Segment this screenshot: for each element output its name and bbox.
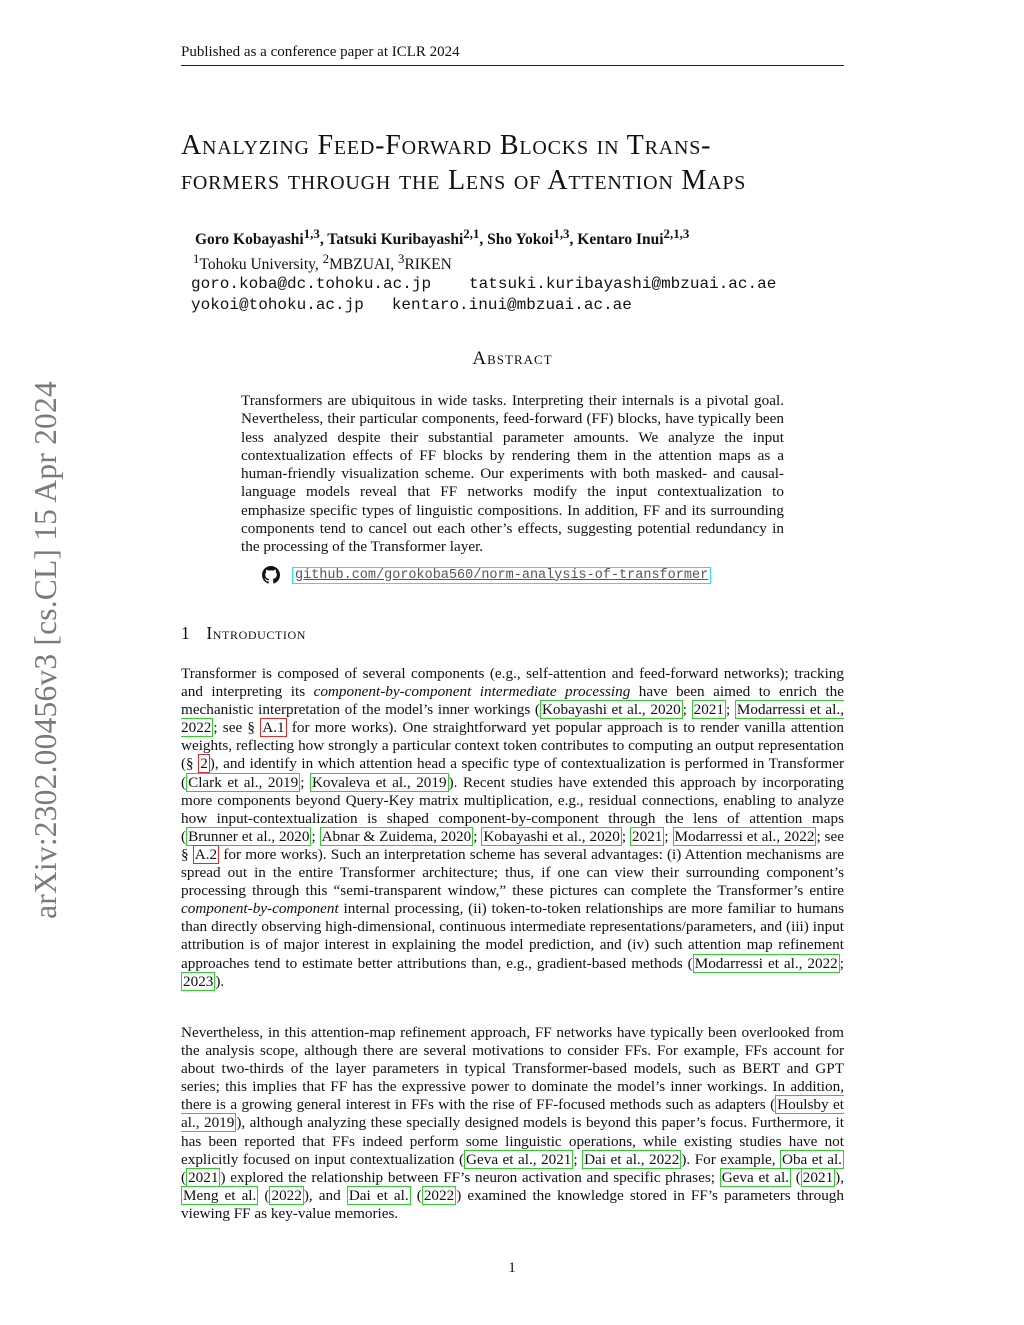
github-link[interactable]: github.com/gorokoba560/norm-analysis-of-transformer bbox=[292, 567, 711, 584]
author-affiliation-sup: 1,3 bbox=[303, 226, 320, 241]
text: ). Recent studies have extended this approach by incorporating more components beyond Query-Key matrix multiplication, e.g., residual connections, enabling to analyze how input-contextualization is shaped component-by-component through the lens of attention maps ( bbox=[181, 773, 844, 845]
author-affiliation-sup: 2,1 bbox=[463, 226, 480, 241]
text: ), bbox=[835, 1168, 845, 1186]
text: ( bbox=[181, 1168, 187, 1186]
author-name: Sho Yokoi bbox=[487, 231, 554, 249]
arxiv-stamp-text: arXiv:2302.00456v3 [cs.CL] 15 Apr 2024 bbox=[28, 381, 63, 919]
abstract-text: Transformers are ubiquitous in wide tasks. Interpreting their internals is a pivotal goal. Nevertheless, their particular components, feed-forward (FF) blocks, have typically been less analyzed despite their substantial parameter amounts. We analyze the input contextualization effects of FF blocks by rendering them in the attention maps as a human-friendly visualization scheme. Our experiments with both masked- and causal-language models reveal that FF networks modify the input contextualization to emphasize specific types of linguistic compositions. In addition, FF and its surrounding components tend to cancel out each other’s effects, suggesting potential redundancy in the processing of the Transformer layer. bbox=[241, 392, 784, 556]
citation-link[interactable]: 2021 bbox=[632, 827, 663, 845]
abstract-heading: Abstract bbox=[472, 348, 553, 369]
text: ( bbox=[258, 1186, 270, 1204]
citation-link[interactable]: Modarressi et al., 2022 bbox=[694, 954, 838, 972]
text: for more works). Such an interpretation scheme has several advantages: (i) Attention mechanisms are spread out in the entire Transformer architecture; thus, if one can view their surrounding component’s processing through this “semi-transparent window,” these pictures can complete the Transformer’s entire bbox=[181, 845, 845, 900]
citation-link[interactable]: Dai et al., 2022 bbox=[584, 1150, 680, 1168]
citation-link[interactable]: 2022 bbox=[271, 1186, 302, 1204]
email: goro.koba@dc.tohoku.ac.jp bbox=[191, 275, 432, 294]
email-row-2 bbox=[191, 295, 776, 316]
citation-link[interactable]: 2021 bbox=[802, 1168, 834, 1186]
affiliation: MBZUAI, bbox=[329, 256, 398, 274]
github-line bbox=[262, 566, 711, 584]
email: tatsuki.kuribayashi@mbzuai.ac.ae bbox=[469, 275, 777, 294]
author-name: Kentaro Inui bbox=[577, 231, 664, 249]
text: ; bbox=[682, 701, 692, 719]
text: ( bbox=[410, 1186, 422, 1204]
text: for more works). One straightforward yet popular approach is to render vanilla attention weights, reflecting how strongly a particular context token contributes to computing an output representation (§ bbox=[181, 719, 844, 773]
arxiv-stamp bbox=[24, 355, 68, 945]
affiliation: Tohoku University, bbox=[199, 256, 323, 274]
citation-link[interactable]: Houlsby et al., 2019 bbox=[181, 1096, 845, 1132]
email-row-1 bbox=[191, 274, 776, 295]
text: internal processing, (ii) token-to-token relationships are more familiar to humans than directly observing high-dimensional, continuous intermediate representations/parameters, and (iii) input attribution is of major interest in explaining the model prediction, and (iv) such attention map refinement approaches tend to estimate better attributions than, e.g., gradient-based methods ( bbox=[181, 900, 844, 972]
section-ref-link[interactable]: A.2 bbox=[194, 845, 218, 863]
page-number: 1 bbox=[508, 1260, 516, 1276]
text: ; bbox=[473, 827, 482, 845]
paper-title-line-2: formers through the Lens of Attention Maps bbox=[181, 165, 747, 196]
citation-link[interactable]: Modarressi et al., 2022 bbox=[181, 701, 844, 737]
paper-title-line-1: Analyzing Feed-Forward Blocks in Trans- bbox=[181, 130, 712, 161]
github-icon bbox=[262, 566, 280, 584]
citation-link[interactable]: Clark et al., 2019 bbox=[188, 773, 299, 791]
citation-link[interactable]: 2022 bbox=[423, 1186, 455, 1204]
text: ), although analyzing these specially designed models is beyond this paper’s focus. Furthermore, it has been reported that FFs indeed perform some linguistic operations, while existing studies have not explicitly focused on input contextualization ( bbox=[181, 1114, 844, 1168]
affiliation: RIKEN bbox=[404, 256, 452, 274]
running-header: Published as a conference paper at ICLR 2024 bbox=[181, 44, 844, 66]
section-heading-introduction bbox=[181, 623, 306, 644]
citation-link[interactable]: 2021 bbox=[188, 1168, 219, 1186]
intro-paragraph-1 bbox=[181, 665, 844, 991]
text: ( bbox=[790, 1168, 801, 1186]
citation-link[interactable]: Geva et al., 2021 bbox=[466, 1150, 572, 1168]
email: yokoi@tohoku.ac.jp bbox=[191, 296, 364, 315]
section-number: 1 bbox=[181, 623, 191, 643]
citation-link[interactable]: 2021 bbox=[693, 701, 724, 719]
text: have been aimed to enrich the mechanistic interpretation of the model’s inner workings ( bbox=[181, 683, 844, 719]
text: ; bbox=[664, 827, 673, 845]
text: Transformer is composed of several components (e.g., self-attention and feed-forward networks); tracking and interpreting its bbox=[181, 665, 844, 701]
author-names: Goro Kobayashi$^{1,3}$, Tatsuki Kuribayashi$^{2,1}$, Sho Yokoi$^{1,3}$, Kentaro Inui$^{2,1,3}$ bbox=[195, 226, 690, 249]
citation-link[interactable]: Kovaleva et al., 2019 bbox=[311, 773, 447, 791]
affiliations bbox=[193, 249, 776, 274]
text: ; see § bbox=[213, 719, 261, 737]
intro-paragraph-2 bbox=[181, 1024, 844, 1223]
text: ; bbox=[573, 1150, 583, 1168]
paper-title bbox=[181, 128, 844, 198]
author-name: Tatsuki Kuribayashi bbox=[327, 231, 464, 249]
text: ; bbox=[300, 773, 310, 791]
affiliation-sup: 1 bbox=[193, 251, 200, 267]
section-title: Introduction bbox=[206, 623, 307, 643]
text: ; bbox=[725, 701, 735, 719]
text: ) examined the knowledge stored in FF’s parameters through viewing FF as key-value memories. bbox=[181, 1186, 844, 1222]
author-affiliation-sup: 2,1,3 bbox=[663, 226, 690, 241]
author-name: Goro Kobayashi bbox=[195, 231, 304, 249]
text: ; see § bbox=[181, 827, 844, 863]
text: ), and bbox=[303, 1186, 347, 1204]
citation-link[interactable]: Kobayashi et al., 2020 bbox=[541, 701, 681, 719]
text: Nevertheless, in this attention-map refinement approach, FF networks have typically been overlooked from the analysis scope, although there are several motivations to consider FFs. For example, FFs account for about two-thirds of the layer parameters in typical Transformer-based models, such as BERT and GPT series; this implies that FF has the expressive power to dominate the model’s inner workings. In addition, there is a growing general interest in FFs with the rise of FF-focused methods such as adapters ( bbox=[181, 1024, 844, 1114]
emphasis: component-by-component bbox=[181, 900, 339, 918]
citation-link[interactable]: Abnar & Zuidema, 2020 bbox=[321, 827, 472, 845]
email: kentaro.inui@mbzuai.ac.ae bbox=[391, 296, 632, 315]
text: ; bbox=[311, 827, 320, 845]
citation-link[interactable]: Brunner et al., 2020 bbox=[188, 827, 310, 845]
text: ; bbox=[839, 954, 845, 972]
citation-link[interactable]: Modarressi et al., 2022 bbox=[674, 827, 815, 845]
affiliation-sup: 2 bbox=[322, 251, 330, 267]
text: ) explored the relationship between FF’s neuron activation and specific phrases; bbox=[220, 1168, 720, 1186]
citation-link[interactable]: 2023 bbox=[183, 972, 214, 990]
section-ref-link[interactable]: 2 bbox=[200, 755, 208, 773]
citation-link[interactable]: Dai et al. bbox=[348, 1186, 409, 1204]
citation-link[interactable]: Geva et al. bbox=[721, 1168, 789, 1186]
author-affiliation-sup: 1,3 bbox=[553, 226, 570, 241]
citation-link[interactable]: Meng et al. bbox=[183, 1186, 257, 1204]
affiliation-sup: 3 bbox=[398, 251, 405, 267]
section-ref-link[interactable]: A.1 bbox=[262, 719, 285, 737]
author-block bbox=[193, 224, 776, 316]
text: ). For example, bbox=[681, 1150, 780, 1168]
text: ; bbox=[621, 827, 630, 845]
text: ), and identify in which attention head a specific type of contextualization is performed in Transformer ( bbox=[181, 755, 844, 791]
citation-link[interactable]: Oba et al. bbox=[781, 1150, 842, 1168]
citation-link[interactable]: Kobayashi et al., 2020 bbox=[483, 827, 620, 845]
emphasis: component-by-component intermediate processing bbox=[313, 683, 631, 701]
text: ). bbox=[215, 972, 225, 990]
